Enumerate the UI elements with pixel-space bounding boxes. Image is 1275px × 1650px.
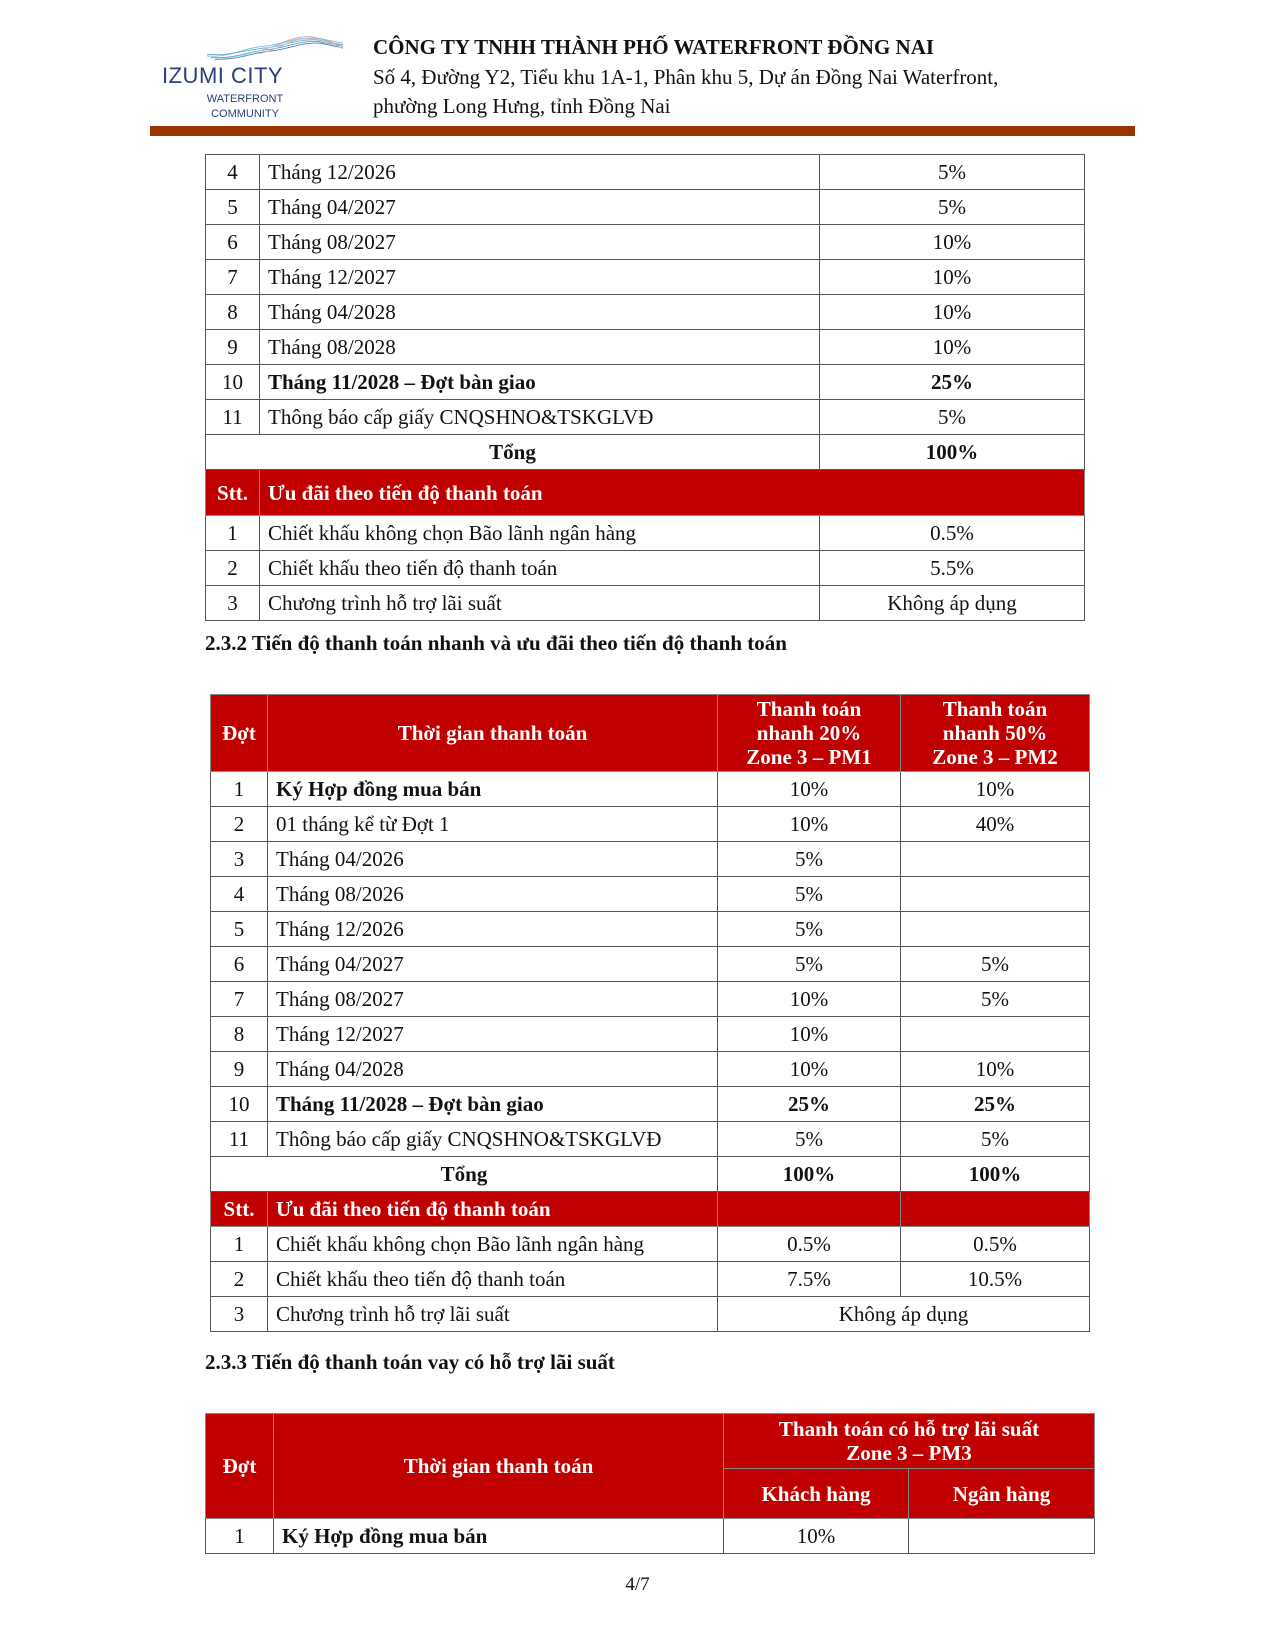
incentive-number: 3 [211,1297,268,1332]
payment-time: Ký Hợp đồng mua bán [274,1519,724,1554]
bank-percent [909,1519,1095,1554]
pm1-percent: 10% [718,1017,901,1052]
payment-time: Tháng 12/2027 [260,260,820,295]
incentive-label: Chiết khấu không chọn Bão lãnh ngân hàng [268,1227,718,1262]
empty-header-cell [718,1192,901,1227]
row-number: 7 [211,982,268,1017]
pm2-percent [901,842,1090,877]
payment-time: Tháng 08/2027 [260,225,820,260]
table-row [206,365,1085,400]
table-row [206,190,1085,225]
table-row [206,260,1085,295]
table-row [206,1519,1095,1554]
table-row [211,877,1090,912]
logo-sub-2: COMMUNITY [211,108,279,120]
col-header-customer: Khách hàng [724,1469,909,1519]
payment-time: Tháng 08/2026 [268,877,718,912]
incentive-pm1: 0.5% [718,1227,901,1262]
col-header-pm2-line: Zone 3 – PM2 [932,745,1058,769]
pm1-percent: 10% [718,1052,901,1087]
incentive-pm2: 10.5% [901,1262,1090,1297]
total-row [206,435,1085,470]
row-number: 9 [206,330,260,365]
row-number: 10 [206,365,260,400]
row-number: 10 [211,1087,268,1122]
row-number: 8 [206,295,260,330]
total-pm1: 100% [718,1157,901,1192]
table-row [211,982,1090,1017]
incentive-row [206,586,1085,621]
pm2-percent: 40% [901,807,1090,842]
incentive-header-row [206,470,1085,516]
table-row [211,1087,1090,1122]
incentive-row [206,551,1085,586]
incentive-label: Chương trình hỗ trợ lãi suất [268,1297,718,1332]
payment-percent: 10% [820,260,1085,295]
logo-brand: IZUMI CITY [162,63,284,88]
incentive-label: Chiết khấu theo tiến độ thanh toán [260,551,820,586]
pm1-percent: 5% [718,947,901,982]
payment-percent: 25% [820,365,1085,400]
pm1-percent: 5% [718,842,901,877]
total-label: Tổng [206,435,820,470]
payment-percent: 5% [820,190,1085,225]
pm2-percent: 5% [901,947,1090,982]
row-number: 6 [206,225,260,260]
col-header-group-line: Thanh toán có hỗ trợ lãi suất [778,1417,1040,1441]
row-number: 6 [211,947,268,982]
total-pm2: 100% [901,1157,1090,1192]
pm2-percent: 10% [901,772,1090,807]
pm2-percent: 5% [901,1122,1090,1157]
pm2-percent [901,912,1090,947]
pm1-percent: 10% [718,772,901,807]
payment-time: Tháng 12/2026 [260,155,820,190]
table-row [211,947,1090,982]
incentive-label: Chiết khấu không chọn Bão lãnh ngân hàng [260,516,820,551]
col-header-pm1-line: Thanh toán [756,697,862,721]
col-header-group-line: Zone 3 – PM3 [846,1441,972,1465]
col-header-pm2 [901,695,1090,772]
pm2-percent [901,1017,1090,1052]
payment-time: Tháng 11/2028 – Đợt bàn giao [260,365,820,400]
incentive-row [211,1297,1090,1332]
incentive-title-header: Ưu đãi theo tiến độ thanh toán [260,470,1085,516]
col-header-time: Thời gian thanh toán [268,695,718,772]
payment-percent: 5% [820,155,1085,190]
total-label: Tổng [211,1157,718,1192]
section-heading-2-3-3: 2.3.3 Tiến độ thanh toán vay có hỗ trợ lãi suất [205,1350,615,1374]
pm2-percent: 5% [901,982,1090,1017]
table-row [211,1122,1090,1157]
company-name: CÔNG TY TNHH THÀNH PHỐ WATERFRONT ĐỒNG NAI [373,35,935,59]
table-row [211,912,1090,947]
table-row [211,807,1090,842]
incentive-pm2: 0.5% [901,1227,1090,1262]
company-address-1: Số 4, Đường Y2, Tiểu khu 1A-1, Phân khu 5, Dự án Đồng Nai Waterfront, [373,65,999,89]
row-number: 4 [211,877,268,912]
row-number: 5 [211,912,268,947]
row-number: 7 [206,260,260,295]
incentive-pm1: 7.5% [718,1262,901,1297]
col-header-bank: Ngân hàng [909,1469,1095,1519]
payment-time: Tháng 12/2026 [268,912,718,947]
pm1-percent: 10% [718,807,901,842]
incentive-number: 2 [206,551,260,586]
row-number: 2 [211,807,268,842]
col-header-pm2-line: nhanh 50% [942,721,1048,745]
col-header-dot: Đợt [206,1414,274,1519]
customer-percent: 10% [724,1519,909,1554]
pm1-percent: 5% [718,912,901,947]
incentive-row [206,516,1085,551]
table-row [211,1052,1090,1087]
pm2-percent: 10% [901,1052,1090,1087]
incentive-value: 5.5% [820,551,1085,586]
pm1-percent: 5% [718,1122,901,1157]
total-value: 100% [820,435,1085,470]
incentive-value: Không áp dụng [820,586,1085,621]
payment-time: 01 tháng kể từ Đợt 1 [268,807,718,842]
payment-time: Tháng 12/2027 [268,1017,718,1052]
section-heading-2-3-2: 2.3.2 Tiến độ thanh toán nhanh và ưu đãi theo tiến độ thanh toán [205,631,787,655]
loan-support-table [205,1413,1095,1554]
incentive-number: 1 [206,516,260,551]
payment-time: Tháng 08/2028 [260,330,820,365]
col-header-group [724,1414,1095,1469]
incentive-row [211,1262,1090,1297]
incentive-value: 0.5% [820,516,1085,551]
row-number: 4 [206,155,260,190]
col-header-pm1-line: nhanh 20% [756,721,862,745]
col-header-pm2-line: Thanh toán [942,697,1048,721]
payment-time: Tháng 04/2028 [260,295,820,330]
pm1-percent: 5% [718,877,901,912]
payment-time: Tháng 08/2027 [268,982,718,1017]
payment-time: Tháng 04/2028 [268,1052,718,1087]
row-number: 11 [211,1122,268,1157]
table-row [206,330,1085,365]
row-number: 5 [206,190,260,225]
row-number: 8 [211,1017,268,1052]
pm1-percent: 10% [718,982,901,1017]
row-number: 11 [206,400,260,435]
payment-percent: 10% [820,295,1085,330]
table-row [211,842,1090,877]
pm2-percent: 25% [901,1087,1090,1122]
total-row [211,1157,1090,1192]
incentive-label: Chương trình hỗ trợ lãi suất [260,586,820,621]
table-row [206,295,1085,330]
company-address-2: phường Long Hưng, tỉnh Đồng Nai [373,94,671,118]
payment-time: Tháng 11/2028 – Đợt bàn giao [268,1087,718,1122]
pm2-percent [901,877,1090,912]
incentive-value: Không áp dụng [718,1297,1090,1332]
payment-time: Thông báo cấp giấy CNQSHNO&TSKGLVĐ [260,400,820,435]
table-row [206,400,1085,435]
table-row [211,1017,1090,1052]
incentive-number: 3 [206,586,260,621]
empty-header-cell [901,1192,1090,1227]
table-row [206,155,1085,190]
incentive-number: 2 [211,1262,268,1297]
payment-percent: 5% [820,400,1085,435]
payment-percent: 10% [820,330,1085,365]
col-header-dot: Đợt [211,695,268,772]
incentive-label: Chiết khấu theo tiến độ thanh toán [268,1262,718,1297]
col-header-time: Thời gian thanh toán [274,1414,724,1519]
page-number: 4/7 [625,1574,650,1595]
fast-payment-table [210,694,1090,1332]
row-number: 1 [206,1519,274,1554]
incentive-header-row [211,1192,1090,1227]
payment-time: Tháng 04/2027 [260,190,820,225]
company-logo [150,28,365,124]
wave-logo-icon [190,32,360,64]
payment-schedule-table-continued [205,154,1085,621]
logo-sub-1: WATERFRONT [206,93,284,105]
header-rule [150,126,1135,136]
incentive-number: 1 [211,1227,268,1262]
payment-time: Tháng 04/2027 [268,947,718,982]
incentive-stt-header: Stt. [206,470,260,516]
incentive-row [211,1227,1090,1262]
incentive-stt-header: Stt. [211,1192,268,1227]
payment-percent: 10% [820,225,1085,260]
payment-time: Thông báo cấp giấy CNQSHNO&TSKGLVĐ [268,1122,718,1157]
payment-time: Ký Hợp đồng mua bán [268,772,718,807]
pm1-percent: 25% [718,1087,901,1122]
incentive-title-header: Ưu đãi theo tiến độ thanh toán [268,1192,718,1227]
payment-time: Tháng 04/2026 [268,842,718,877]
col-header-pm1-line: Zone 3 – PM1 [746,745,872,769]
table-row [211,772,1090,807]
row-number: 9 [211,1052,268,1087]
row-number: 3 [211,842,268,877]
col-header-pm1 [718,695,901,772]
row-number: 1 [211,772,268,807]
table-row [206,225,1085,260]
